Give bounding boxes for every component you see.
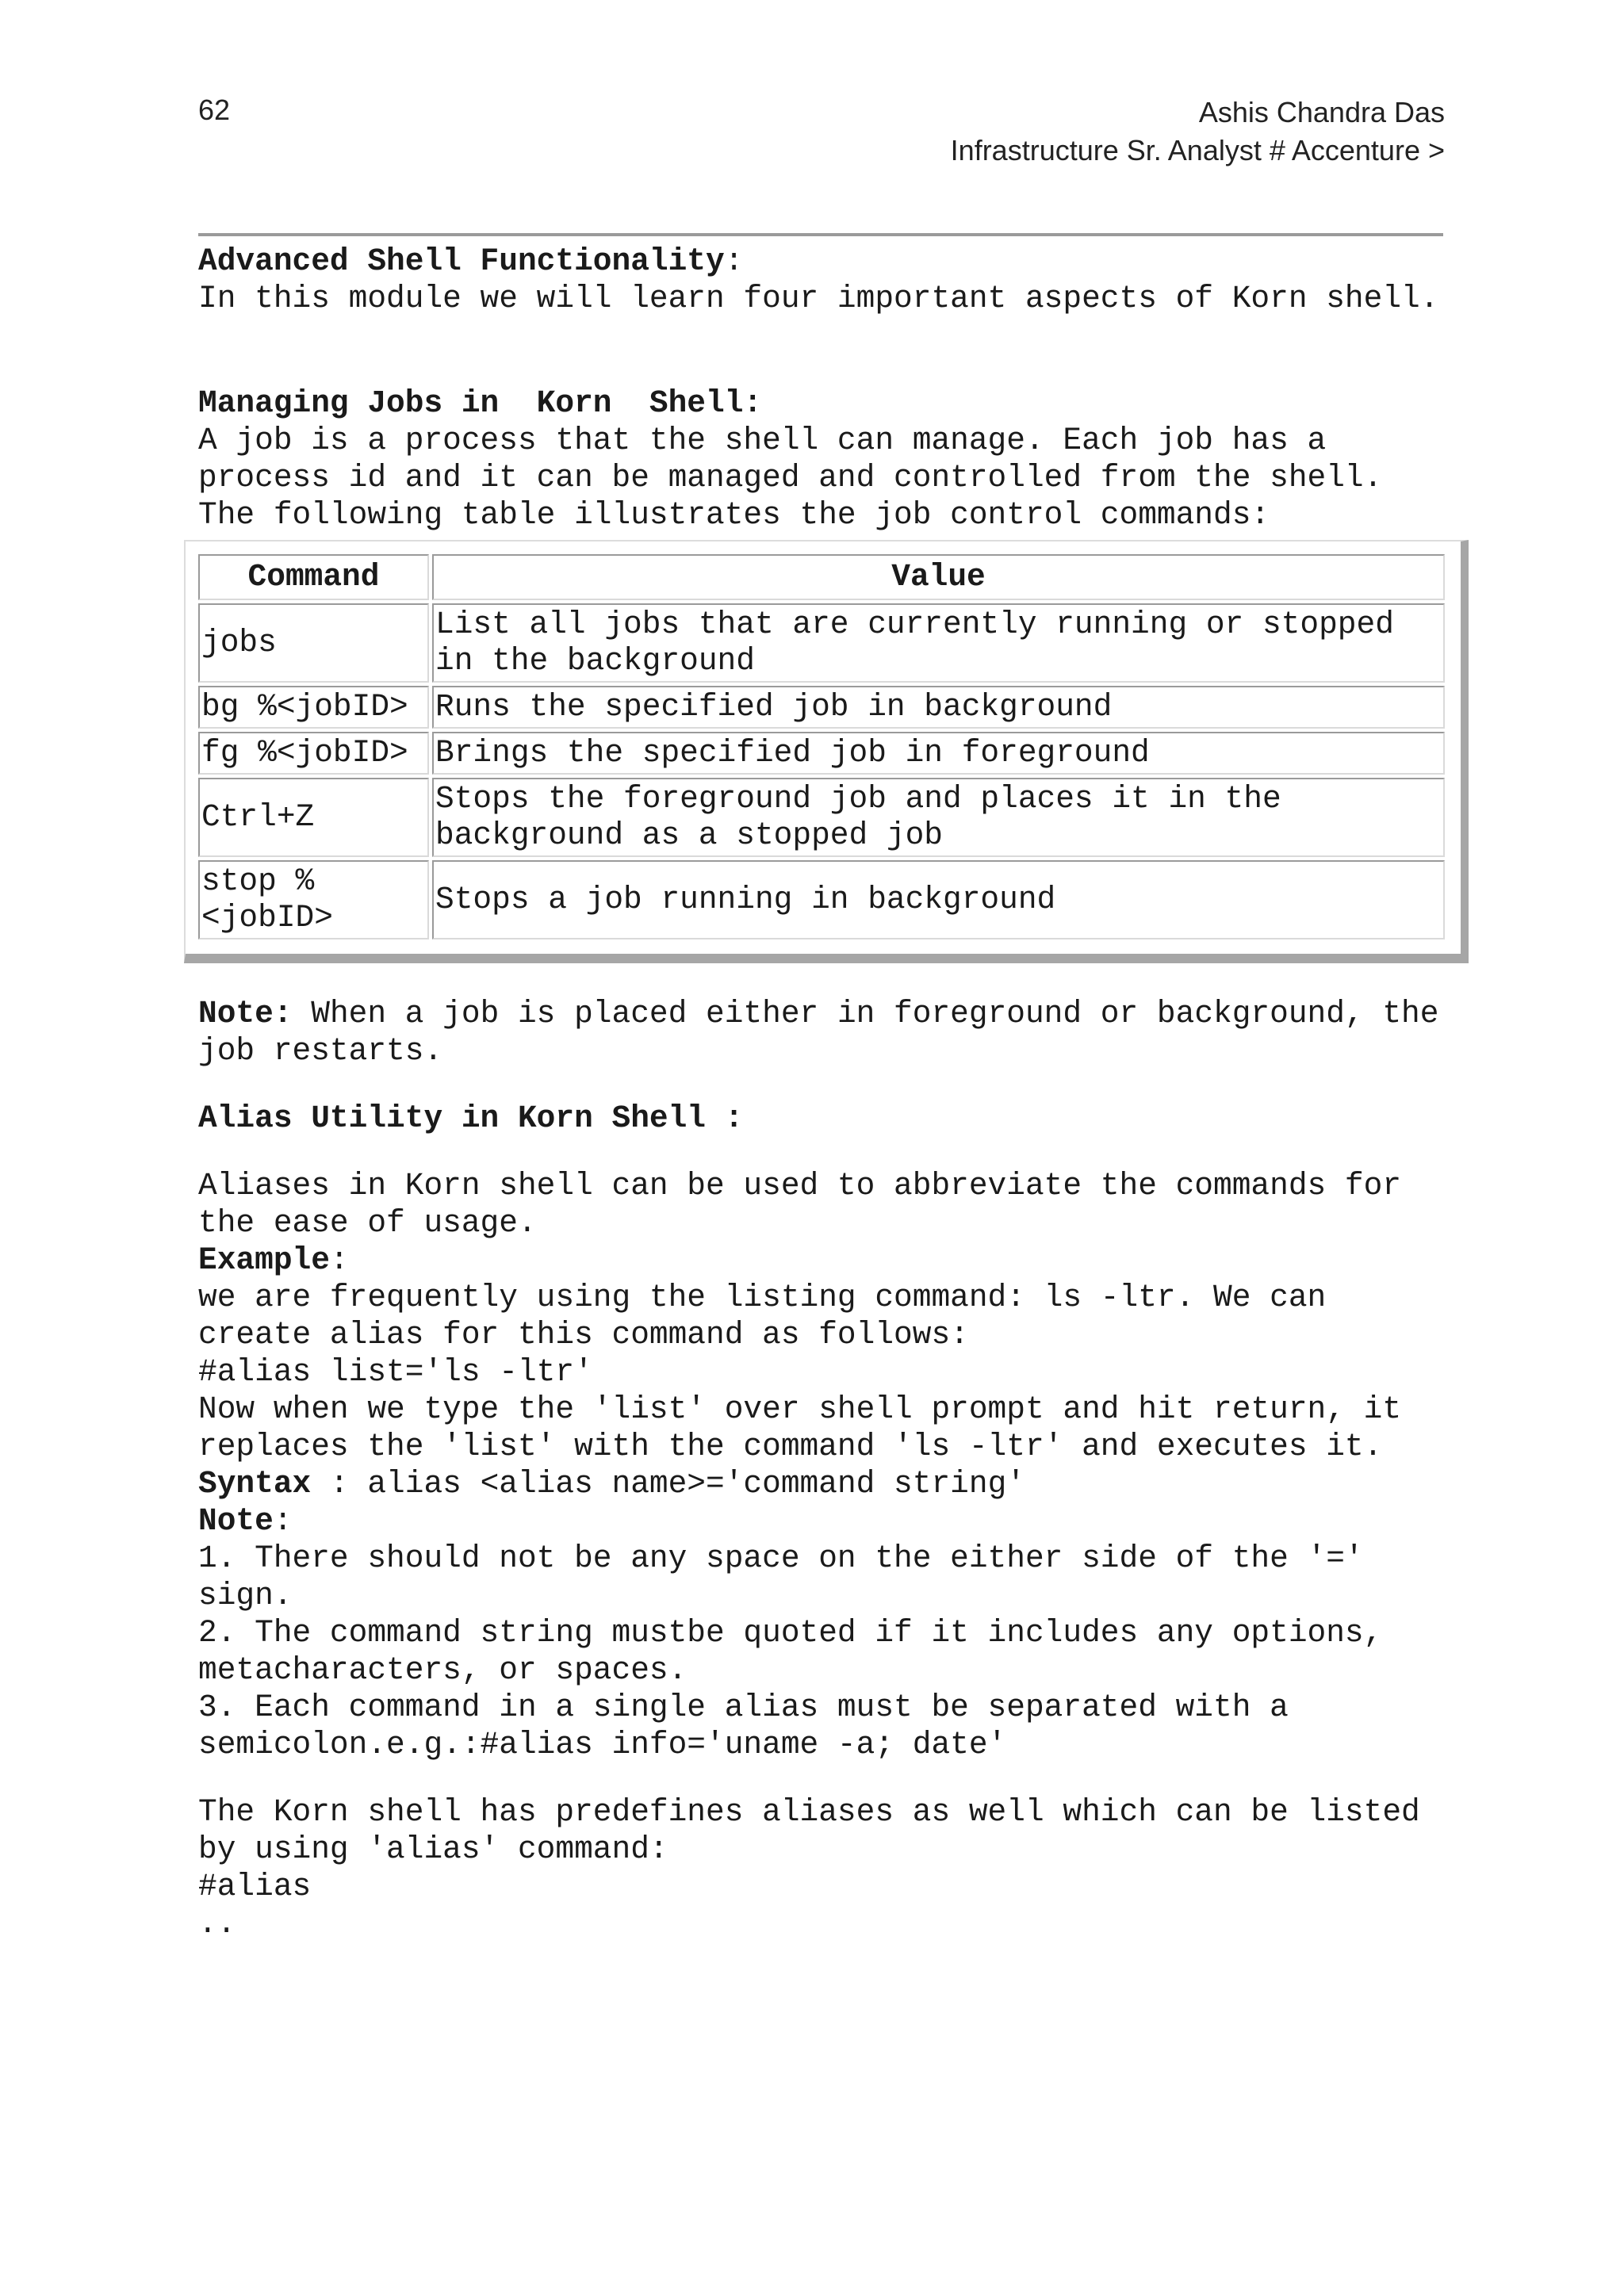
alias-note-item: 1. There should not be any space on the either side of the '=' sign. <box>198 1540 1383 1613</box>
example-command: #alias list='ls -ltr' <box>198 1354 593 1390</box>
example-paragraph: we are frequently using the listing command: ls -ltr. We can create alias for this command as follows: <box>198 1280 1345 1353</box>
value-cell: Stops a job running in background <box>432 860 1445 939</box>
table-row <box>198 778 1445 857</box>
example-heading <box>198 1242 1451 1279</box>
example-label: Example <box>198 1242 330 1278</box>
note-text: When a job is placed either in foreground or background, the job restarts. <box>198 996 1458 1069</box>
alias-note-heading <box>198 1502 1451 1540</box>
table-row <box>198 732 1445 775</box>
section-heading-alias: Alias Utility in Korn Shell : <box>198 1100 744 1136</box>
value-cell: Stops the foreground job and places it in the background as a stopped job <box>432 778 1445 857</box>
alias-note-item: 3. Each command in a single alias must be separated with a semicolon.e.g.:#alias info='uname -a; date' <box>198 1689 1308 1762</box>
running-header <box>951 94 1445 170</box>
header-author: Ashis Chandra Das <box>1198 96 1445 128</box>
jobs-note <box>198 995 1458 1070</box>
header-value: Value <box>432 554 1445 600</box>
job-commands-table-frame <box>184 540 1469 963</box>
header-rule <box>198 233 1443 236</box>
alias-note-item: 2. The command string mustbe quoted if it includes any options, metacharacters, or spaces. <box>198 1615 1402 1688</box>
command-cell: stop %<jobID> <box>198 860 429 939</box>
header-role: Infrastructure Sr. Analyst # Accenture > <box>950 134 1445 166</box>
value-cell: Runs the specified job in background <box>432 686 1445 729</box>
page-number: 62 <box>198 94 231 126</box>
ellipsis: .. <box>198 1906 236 1942</box>
alias-note-label: Note <box>198 1503 274 1539</box>
syntax-line <box>198 1465 1451 1502</box>
example-colon: : <box>329 1242 349 1278</box>
jobs-paragraph: A job is a process that the shell can manage. Each job has a process id and it can be managed and controlled from the shell. <box>198 423 1383 496</box>
value-cell: List all jobs that are currently running or stopped in the background <box>432 603 1445 683</box>
intro-paragraph: In this module we will learn four important aspects of Korn shell. <box>198 281 1439 316</box>
document-body <box>198 243 1458 1942</box>
section-heading-advanced <box>198 243 1451 280</box>
jobs-table-intro: The following table illustrates the job control commands: <box>198 497 1270 533</box>
alias-paragraph: Aliases in Korn shell can be used to abbreviate the commands for the ease of usage. <box>198 1168 1420 1241</box>
command-cell: jobs <box>198 603 429 683</box>
heading-colon: : <box>724 243 744 279</box>
note-label: Note: <box>198 996 293 1031</box>
syntax-label: Syntax <box>198 1466 312 1502</box>
header-command: Command <box>198 554 429 600</box>
table-row <box>198 603 1445 683</box>
command-cell: fg %<jobID> <box>198 732 429 775</box>
table-row <box>198 686 1445 729</box>
syntax-text: : alias <alias name>='command string' <box>311 1466 1025 1502</box>
value-cell: Brings the specified job in foreground <box>432 732 1445 775</box>
job-commands-table <box>195 551 1448 943</box>
section-heading-jobs: Managing Jobs in Korn Shell: <box>198 385 763 421</box>
heading-text: Advanced Shell Functionality <box>198 243 725 279</box>
command-cell: bg %<jobID> <box>198 686 429 729</box>
predefined-aliases-paragraph: The Korn shell has predefines aliases as well which can be listed by using 'alias' command: <box>198 1794 1439 1867</box>
command-cell: Ctrl+Z <box>198 778 429 857</box>
alias-note-colon: : <box>273 1503 293 1539</box>
predefined-command: #alias <box>198 1869 312 1904</box>
example-explanation: Now when we type the 'list' over shell prompt and hit return, it replaces the 'list' with the command 'ls -ltr' and executes it. <box>198 1391 1420 1464</box>
table-header-row <box>198 554 1445 600</box>
table-row <box>198 860 1445 939</box>
